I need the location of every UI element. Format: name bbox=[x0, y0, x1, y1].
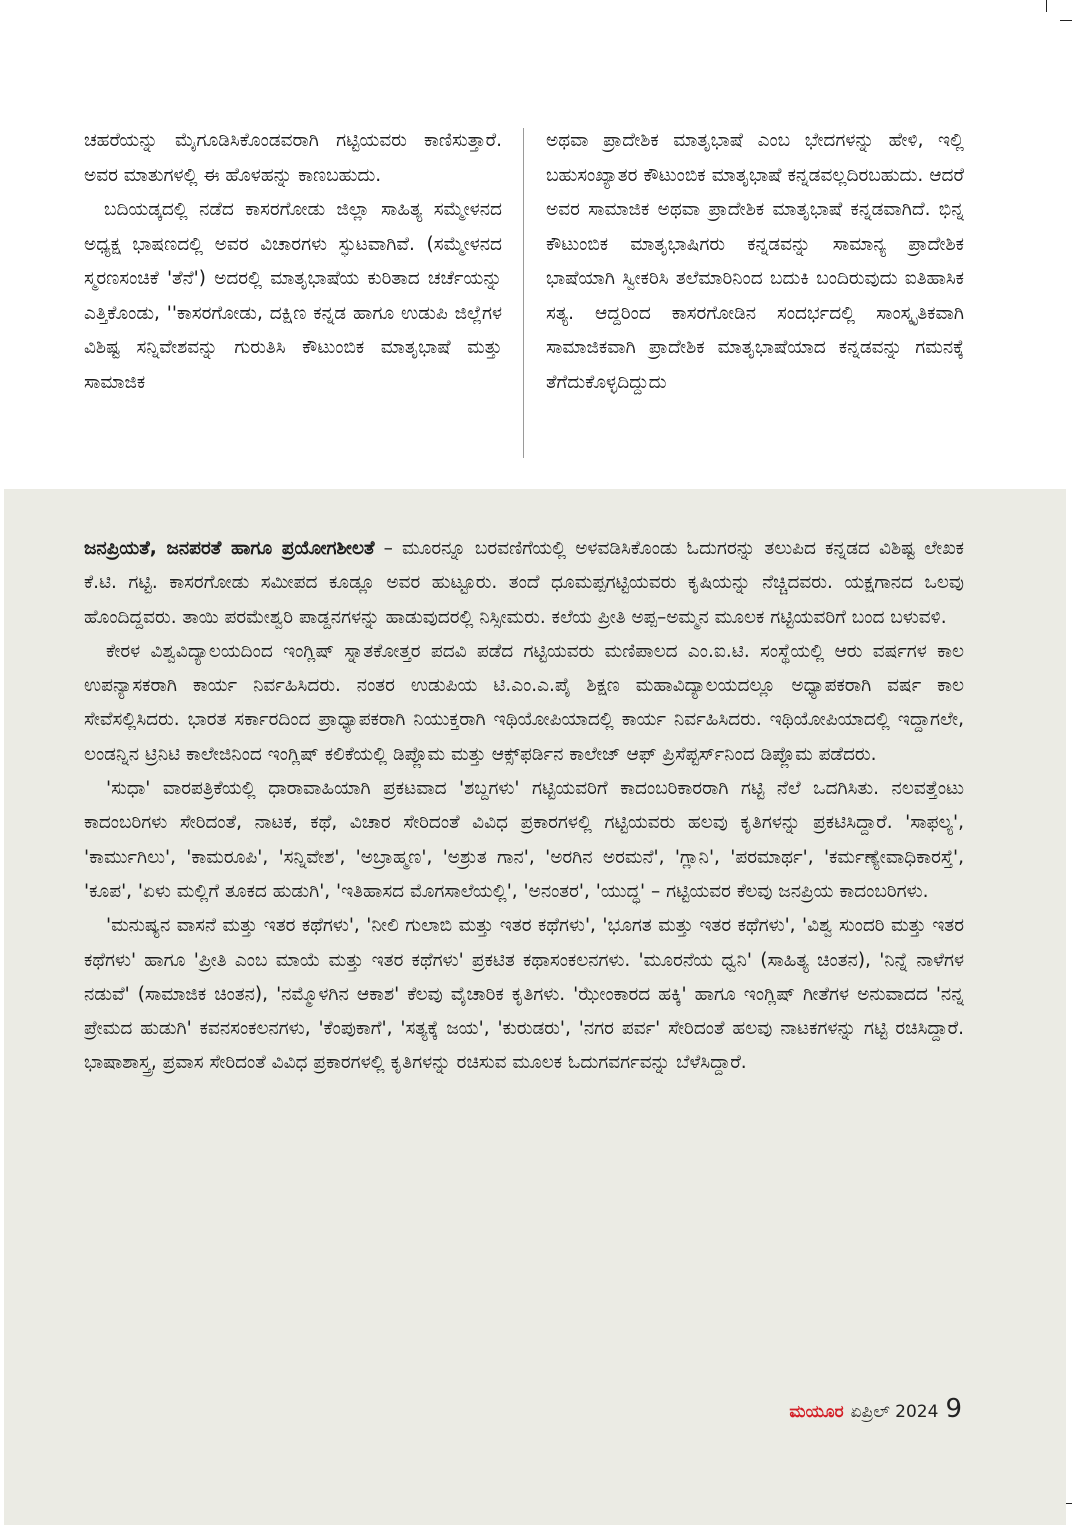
paragraph: ಕೇರಳ ವಿಶ್ವವಿದ್ಯಾಲಯದಿಂದ ಇಂಗ್ಲಿಷ್ ಸ್ನಾತಕೋತ್ತರ ಪದವಿ ಪಡೆದ ಗಟ್ಟಿಯವರು ಮಣಿಪಾಲದ ಎಂ.ಐ.ಟಿ. ಸಂಸ್ಥೆಯಲ್ಲಿ ಆರು ವರ್ಷಗಳ ಕಾಲ ಉಪನ್ಯಾಸಕರಾಗಿ ಕಾರ್ಯ ನಿರ್ವಹಿಸಿದರು. ನಂತರ ಉಡುಪಿಯ ಟಿ.ಎಂ.ಎ.ಪೈ ಶಿಕ್ಷಣ ಮಹಾವಿದ್ಯಾಲಯದಲ್ಲೂ ಅಧ್ಯಾಪಕರಾಗಿ ವರ್ಷ ಕಾಲ ಸೇವೆಸಲ್ಲಿಸಿದರು. ಭಾರತ ಸರ್ಕಾರದಿಂದ ಪ್ರಾಧ್ಯಾಪಕರಾಗಿ ನಿಯುಕ್ತರಾಗಿ ಇಥಿಯೋಪಿಯಾದಲ್ಲಿ ಕಾರ್ಯ ನಿರ್ವಹಿಸಿದರು. ಇಥಿಯೋಪಿಯಾದಲ್ಲಿ ಇದ್ದಾಗಲೇ, ಲಂಡನ್ನಿನ ಟ್ರಿನಿಟಿ ಕಾಲೇಜಿನಿಂದ ಇಂಗ್ಲಿಷ್ ಕಲಿಕೆಯಲ್ಲಿ ಡಿಪ್ಲೊಮ ಮತ್ತು ಆಕ್ಸ್‌ಫರ್ಡಿನ ಕಾಲೇಜ್ ಆಫ್ ಪ್ರಿಸೆಪ್ಟರ್ಸ್‌ನಿಂದ ಡಿಪ್ಲೊಮ ಪಡೆದರು. bbox=[84, 640, 964, 765]
issue-date: ಏಪ್ರಿಲ್ 2024 bbox=[850, 1402, 939, 1422]
paragraph: 'ಮನುಷ್ಯನ ವಾಸನೆ ಮತ್ತು ಇತರ ಕಥೆಗಳು', 'ನೀಲಿ ಗುಲಾಬಿ ಮತ್ತು ಇತರ ಕಥೆಗಳು', 'ಭೂಗತ ಮತ್ತು ಇತರ ಕಥೆಗಳು', 'ವಿಶ್ವ ಸುಂದರಿ ಮತ್ತು ಇತರ ಕಥೆಗಳು' ಹಾಗೂ 'ಪ್ರೀತಿ ಎಂಬ ಮಾಯೆ ಮತ್ತು ಇತರ ಕಥೆಗಳು' ಪ್ರಕಟಿತ ಕಥಾಸಂಕಲನಗಳು. 'ಮೂರನೆಯ ಧ್ವನಿ' (ಸಾಹಿತ್ಯ ಚಿಂತನ), 'ನಿನ್ನೆ ನಾಳೆಗಳ ನಡುವೆ' (ಸಾಮಾಜಿಕ ಚಿಂತನ), 'ನಮ್ಮೊಳಗಿನ ಆಕಾಶ' ಕೆಲವು ವೈಚಾರಿಕ ಕೃತಿಗಳು. 'ಝೇಂಕಾರದ ಹಕ್ಕಿ' ಹಾಗೂ ಇಂಗ್ಲಿಷ್ ಗೀತೆಗಳ ಅನುವಾದದ 'ನನ್ನ ಪ್ರೇಮದ ಹುಡುಗಿ' ಕವನಸಂಕಲನಗಳು, 'ಕೆಂಪುಕಾಗೆ', 'ಸತ್ಯಕ್ಕೆ ಜಯ', 'ಕುರುಡರು', 'ನಗರ ಪರ್ವ' ಸೇರಿದಂತೆ ಹಲವು ನಾಟಕಗಳನ್ನು ಗಟ್ಟಿ ರಚಿಸಿದ್ದಾರೆ. ಭಾಷಾಶಾಸ್ತ್ರ, ಪ್ರವಾಸ ಸೇರಿದಂತೆ ವಿವಿಧ ಪ್ರಕಾರಗಳಲ್ಲಿ ಕೃತಿಗಳನ್ನು ರಚಿಸುವ ಮೂಲಕ ಓದುಗವರ್ಗವನ್ನು ಬೆಳೆಸಿದ್ದಾರೆ. bbox=[84, 915, 964, 1074]
column-divider bbox=[523, 128, 524, 458]
page-number: 9 bbox=[945, 1394, 962, 1424]
two-column-text bbox=[84, 124, 964, 464]
left-column bbox=[84, 124, 502, 464]
paragraph bbox=[84, 532, 964, 635]
crop-mark bbox=[1060, 20, 1072, 21]
magazine-logo: ಮಯೂರ bbox=[789, 1402, 844, 1422]
paragraph-text: – ಮೂರನ್ನೂ ಬರವಣಿಗೆಯಲ್ಲಿ ಅಳವಡಿಸಿಕೊಂಡು ಓದುಗರನ್ನು ತಲುಪಿದ ಕನ್ನಡದ ವಿಶಿಷ್ಟ ಲೇಖಕ ಕೆ.ಟಿ. ಗಟ್ಟಿ. ಕಾಸರಗೋಡು ಸಮೀಪದ ಕೂಡ್ಲೂ ಅವರ ಹುಟ್ಟೂರು. ತಂದೆ ಧೂಮಪ್ಪಗಟ್ಟಿಯವರು ಕೃಷಿಯನ್ನು ನೆಚ್ಚಿದವರು. ಯಕ್ಷಗಾನದ ಒಲವು ಹೊಂದಿದ್ದವರು. ತಾಯಿ ಪರಮೇಶ್ವರಿ ಪಾಡ್ದನಗಳನ್ನು ಹಾಡುವುದರಲ್ಲಿ ನಿಸ್ಸೀಮರು. ಕಲೆಯ ಪ್ರೀತಿ ಅಪ್ಪ–ಅಮ್ಮನ ಮೂಲಕ ಗಟ್ಟಿಯವರಿಗೆ ಬಂದ ಬಳುವಳಿ. bbox=[84, 538, 964, 628]
page-footer bbox=[789, 1394, 962, 1430]
crop-mark bbox=[1046, 0, 1047, 12]
lead-phrase: ಜನಪ್ರಿಯತೆ, ಜನಪರತೆ ಹಾಗೂ ಪ್ರಯೋಗಶೀಲತೆ bbox=[84, 538, 375, 559]
bio-text bbox=[84, 532, 964, 1392]
paragraph: ಚಹರೆಯನ್ನು ಮೈಗೂಡಿಸಿಕೊಂಡವರಾಗಿ ಗಟ್ಟಿಯವರು ಕಾಣಿಸುತ್ತಾರೆ. ಅವರ ಮಾತುಗಳಲ್ಲಿ ಈ ಹೊಳಹನ್ನು ಕಾಣಬಹುದು. bbox=[84, 130, 502, 186]
paragraph: ಬದಿಯಡ್ಕದಲ್ಲಿ ನಡೆದ ಕಾಸರಗೋಡು ಜಿಲ್ಲಾ ಸಾಹಿತ್ಯ ಸಮ್ಮೇಳನದ ಅಧ್ಯಕ್ಷ ಭಾಷಣದಲ್ಲಿ ಅವರ ವಿಚಾರಗಳು ಸ್ಫುಟವಾಗಿವೆ. (ಸಮ್ಮೇಳನದ ಸ್ಮರಣಸಂಚಿಕೆ 'ತೆನೆ') ಅದರಲ್ಲಿ ಮಾತೃಭಾಷೆಯ ಕುರಿತಾದ ಚರ್ಚೆಯನ್ನು ಎತ್ತಿಕೊಂಡು, ''ಕಾಸರಗೋಡು, ದಕ್ಷಿಣ ಕನ್ನಡ ಹಾಗೂ ಉಡುಪಿ ಜಿಲ್ಲೆಗಳ ವಿಶಿಷ್ಟ ಸನ್ನಿವೇಶವನ್ನು ಗುರುತಿಸಿ ಕೌಟುಂಬಿಕ ಮಾತೃಭಾಷೆ ಮತ್ತು ಸಾಮಾಜಿಕ bbox=[84, 199, 502, 393]
paragraph: 'ಸುಧಾ' ವಾರಪತ್ರಿಕೆಯಲ್ಲಿ ಧಾರಾವಾಹಿಯಾಗಿ ಪ್ರಕಟವಾದ 'ಶಬ್ದಗಳು' ಗಟ್ಟಿಯವರಿಗೆ ಕಾದಂಬರಿಕಾರರಾಗಿ ಗಟ್ಟಿ ನೆಲೆ ಒದಗಿಸಿತು. ನಲವತ್ತೆಂಟು ಕಾದಂಬರಿಗಳು ಸೇರಿದಂತೆ, ನಾಟಕ, ಕಥೆ, ವಿಚಾರ ಸೇರಿದಂತೆ ವಿವಿಧ ಪ್ರಕಾರಗಳಲ್ಲಿ ಗಟ್ಟಿಯವರು ಹಲವು ಕೃತಿಗಳನ್ನು ಪ್ರಕಟಿಸಿದ್ದಾರೆ. 'ಸಾಫಲ್ಯ', 'ಕಾರ್ಮುಗಿಲು', 'ಕಾಮರೂಪಿ', 'ಸನ್ನಿವೇಶ', 'ಅಬ್ರಾಹ್ಮಣ', 'ಅಶ್ರುತ ಗಾನ', 'ಅರಗಿನ ಅರಮನೆ', 'ಗ್ಲಾನಿ', 'ಪರಮಾರ್ಥ', 'ಕರ್ಮಣ್ಯೇವಾಧಿಕಾರಸ್ತೆ', 'ಕೂಪ', 'ಏಳು ಮಲ್ಲಿಗೆ ತೂಕದ ಹುಡುಗಿ', 'ಇತಿಹಾಸದ ಮೊಗಸಾಲೆಯಲ್ಲಿ', 'ಅನಂತರ', 'ಯುದ್ಧ' – ಗಟ್ಟಿಯವರ ಕೆಲವು ಜನಪ್ರಿಯ ಕಾದಂಬರಿಗಳು. bbox=[84, 778, 964, 902]
right-column bbox=[546, 124, 964, 464]
paragraph: ಅಥವಾ ಪ್ರಾದೇಶಿಕ ಮಾತೃಭಾಷೆ ಎಂಬ ಭೇದಗಳನ್ನು ಹೇಳಿ, ಇಲ್ಲಿ ಬಹುಸಂಖ್ಯಾತರ ಕೌಟುಂಬಿಕ ಮಾತೃಭಾಷೆ ಕನ್ನಡವಲ್ಲದಿರಬಹುದು. ಆದರೆ ಅವರ ಸಾಮಾಜಿಕ ಅಥವಾ ಪ್ರಾದೇಶಿಕ ಮಾತೃಭಾಷೆ ಕನ್ನಡವಾಗಿದೆ. ಭಿನ್ನ ಕೌಟುಂಬಿಕ ಮಾತೃಭಾಷಿಗರು ಕನ್ನಡವನ್ನು ಸಾಮಾನ್ಯ ಪ್ರಾದೇಶಿಕ ಭಾಷೆಯಾಗಿ ಸ್ವೀಕರಿಸಿ ತಲೆಮಾರಿನಿಂದ ಬದುಕಿ ಬಂದಿರುವುದು ಐತಿಹಾಸಿಕ ಸತ್ಯ. ಆದ್ದರಿಂದ ಕಾಸರಗೋಡಿನ ಸಂದರ್ಭದಲ್ಲಿ ಸಾಂಸ್ಕೃತಿಕವಾಗಿ ಸಾಮಾಜಿಕವಾಗಿ ಪ್ರಾದೇಶಿಕ ಮಾತೃಭಾಷೆಯಾದ ಕನ್ನಡವನ್ನು ಗಮನಕ್ಕೆ ತೆಗೆದುಕೊಳ್ಳದಿದ್ದುದು bbox=[546, 130, 964, 393]
